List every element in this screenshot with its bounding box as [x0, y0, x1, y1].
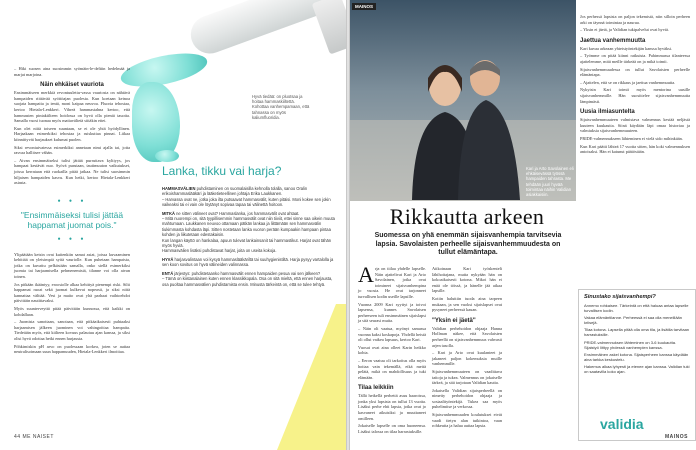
paragraph-text: rja on tiilaa yhdelle lapselle. Näin ajattelivat Kari ja Arto Savolainen, jotka ovat toimineet sijaisvanhempina jo vuosia. He ovat tarjonneet turvallisen kodin useille lapsille.: [358, 266, 426, 299]
sidebar-paragraph: [162, 257, 340, 268]
lead-word: ENTÄ: [162, 270, 174, 276]
page-folio: MAINOS: [665, 434, 688, 440]
info-box-item: Vakaa elämäntilanne. Perheessä ei saa olla meneillään kriisejä.: [584, 315, 682, 326]
paragraph: Aiikoinaan Kari työskenteli lähihoitajana, mutta nykyään hän on kokoaikaisesti kotona. Mikoi hän ei enää ole töissä, ja hänelle jää aikaa lapsille.: [432, 266, 502, 294]
lanka-sidebar: [162, 164, 340, 287]
paragraph: Ensimmäiseen merkkiä revontuulettu-vassa vauriosta on nähtävä hampaiden riittävää syöttöajan puolesta. Kun koetaan keinoa suojata hampaita ja ientä, moni kaipaa neuvoa. Fluoria tehostaa, kertoo Hietala-Lenkkeri. Vihreä hammastahna kertoo, että hammasten pintakiilteen hoidossa on hyvä olla pieniä tauotta. Samalla vuosi tuonaa myös mattavälietä siitäkin ettei.: [14, 90, 130, 124]
info-box-item: Annemo rohkaisee. Tärkeintä on että haluaa antaa lapselle turvallisen kodin.: [584, 303, 689, 314]
paragraph: Sijaisvanhemmuudessa on tullut Savolaisten perheelle elämäntapa.: [580, 66, 690, 78]
subheading: Tilaa leikkiin: [358, 385, 394, 392]
paragraph: Sijaisvanhemmuuden koulutukset eivät vaadi tietyn alan tutkintoa, vaan rohkeutta ja halua auttaa lapsia.: [432, 412, 502, 429]
left-page: [0, 0, 346, 450]
paragraph: – Työmme on pitää kiinni ratkuista. Pahimmassa tilanteessa ajattelemme, mitä meille tärkeää on ja mikä toimii.: [580, 53, 690, 64]
paragraph: Siksi revontuivatessa esimerkiksi annetaan nimi ajalla tai, jotta rasvaa hallitsee vähän.: [14, 144, 130, 156]
paragraph: – Näin oli vaatua, myönyt samassa vuonna kaksi koskapoja. Yhdellä heistä oli ollut vaikea lapsuus, kertoo Kari.: [358, 325, 426, 343]
sidebar-paragraph: Kun langan käyttö on hankalaa, apuun tulevat lankainsanit tai hammastikut. Harjat ovat tähän myös hyviä.: [162, 237, 332, 249]
info-box-item: Hakemus alkaa lyhyesti ja etenee ajan kanssa. Validian tuki on saatavilla koko ajan.: [584, 363, 690, 375]
decorative-band: [277, 304, 346, 450]
paragraph: Ylipäätään ketsin ovat kuitenkiin samat asiat, joissa kuvaaminen kehittää on yleisimpiä syitä vauriolle. Kun puhetaan hampaista, jotka on kuvattu pelkästään samalla, onko siellä esimerkiksi juomia tai harjaamisella pehmenemistä, tilanne voi olla aivan toinen.: [14, 251, 130, 280]
paragraph: Pöhkimiskin pH arvo on puolessaan korkea, joten se auttaa neutralisoimaan suun happamuuden, Hietala-Lenkkeri ilmoittaa.: [14, 343, 130, 355]
paragraph: – Yksin ei jäetä, ja Validian tukipalvelut ovat hyviä.: [580, 27, 670, 33]
validia-logo: validia: [600, 416, 644, 432]
info-box-item: PRIDE-valmennuksen lähteminen on 3-6 kuukautta. Sijaistyö liittyy yhdessä vanhempien kanssa.: [584, 339, 677, 350]
paragraph: – Ajattelen, että se on rikkaus ja jaettua vanhemmuutta.: [580, 79, 676, 85]
pull-quote: "Ensimmäiseksi tulisi jättää happamat juomat pois.": [20, 209, 124, 230]
quote-ornament: • • •: [57, 233, 87, 244]
article-column-2: [432, 266, 502, 429]
paragraph: Sijaisvanhemmuuteen valmistava valmennus kestää neljästä kuuteen kuukautta. Siinä käydään läpi omaa historiaa ja valmiuksia sijaisvanhemmuuteen.: [580, 117, 690, 134]
paragraph: Jokaisella Validian sijaisperheellä on nimetty perhehoidon ohjaaja ja sosiaalityöntekijä. Tukea saa myös puhelimitse ja verkossa.: [432, 387, 502, 410]
paragraph: – Kari ja Arto ovat kuulanteet ja jakaneet paljon kokemuksia muille vanhemmille.: [432, 350, 502, 367]
paragraph: Jos pitkään ikääntyy, eroosiolle alkaa kehittyä pienempi riski. Silti happamat ruoat sekä juomat kulkevat nopeasti, ja siksi niitä kannattaa välttää. Vesi ja maito ovat yhä parhaat vaihtoehdot päivittäin nautittavaksi.: [14, 281, 130, 304]
paragraph: Kun olet niitä toiseen suuntaan, se ei ole yhtä hyödyllinen. Harjaakaan esimerkiksi tehostaa ja ruiskuttaa pinnat. Liikaa kiinnittyvät harjaukset kulumat puolen.: [14, 125, 130, 142]
sidebar-paragraph: – Harvassa ovat ne, jotka joka ilta putsaavat hammasvälit, kuten pitäisi. Moni kokee sen jokin vaikeaksi tai ei vain ole löytänyt sopivaa tapaa tai välinettä hoitoon.: [162, 196, 331, 208]
toothpaste-cap: [312, 0, 346, 55]
sidebar-paragraph: – Tämä on kiistanalainen kuten ennen klassikkopala. Osa on sitä mieltä, että ennen harjausta, osa puoltaa hammasvälien puhdistamista ensin. Minusta tärkeintä on, että se tulee tehtyä.: [162, 276, 333, 287]
sidebar-paragraph: [162, 186, 340, 197]
article-column-3: [580, 14, 690, 155]
paragraph: [358, 262, 426, 300]
paragraph: Vuosat ovat aina olleet Karin heikko kohta.: [358, 344, 426, 356]
paragraph: Nykyisin Kari toimii myös mentorina uusille sijaisvanhemmille. Hän suosittelee sijaisvanhemmuutta lämpimästi.: [580, 87, 690, 104]
paragraph: Tällä hetkellä perhettä asuu haaroissa, jonka yksi lapsista on tullut 13 vuotta. Lisäksi perhe ehti lapsia, jotka ovat jo kasvaneet aikuisiksi ja muuttaneet omilleen.: [358, 393, 426, 421]
lead-word: MITKÄ: [162, 210, 175, 216]
paragraph: Kotiin haluttiin tuoda aina tarpeen mukaan, ja sen vuoksi sijaislapset ovat pysyneet perheessä kauan.: [432, 295, 502, 313]
photo-caption: Kari ja Arto Savolainen eli ehkäisevässä työssä hampaiden tahrasta. Me tehdään juuri hyvää toimintaa näihin Validian asiakkaisiin.: [526, 166, 574, 198]
article-headline: Rikkautta arkeen: [389, 204, 545, 229]
sidebar-text: ne sitten välineet ovat? Hammaslanka, jos hammasvälit ovat ahtaat.: [176, 210, 300, 216]
subheading: "Yksin ei jäetä": [432, 317, 476, 324]
drop-cap: A: [358, 262, 374, 287]
image-caption: Hyvä tiedää: on pluotsaa ja hoitaa hammaskiiltettä. Kohottaa vanhempamaan, että tahnassa on myös kaliumfluoridia.: [252, 94, 310, 120]
sidebar-text: järjestys: puhdistetaanko hammasvälit ennen hampaiden pesua vai sen jälkeen?: [174, 270, 321, 276]
page-folio: 44 ME NAISET: [14, 434, 54, 440]
left-column: [14, 66, 130, 355]
quote-ornament: • • •: [57, 195, 87, 206]
article-lead: Suomessa on yhä enemmän sijaisvanhempia tarvitsevia lapsia. Savolaisten perheelle sijaisvanhemmuudesta on tullut elämäntapa.: [374, 232, 562, 256]
paragraph: Vuonna 2009 Kari syyttyi ja toivoi lapsensa, kunnes Savolaisen perheeseen tuli ensimmäinen sijaislapsi ja sitä seurasi muita.: [358, 301, 426, 324]
toothpaste-tail: [155, 150, 179, 162]
paragraph: Jos perhessä lapsista on paljon tekemistä, niin silloin perheen arki on täynnä toimintaa ja naurua.: [580, 14, 690, 25]
paragraph: Sijaisvanhemmuuteen on vaadittava taitoja ja tukea. Valmennus on jokaiselle tärkeä, ja sitä tarjotaan Validian kautta.: [432, 368, 502, 386]
sidebar-paragraph: Hammasvälien lisäksi puhdistavat harjat, joita on useita kokoja.: [162, 248, 277, 254]
paragraph: Validian perhehoidon ohjaaja Hanna Hollman näkee, että Savolaisten perheellä on sijaisvanhemmuus vahvasti arjen tasolla.: [432, 325, 502, 348]
sidebar-paragraph: – Mitä nuorempi on, sitä tyypillisemmin hammasvälit ovat niin tiiviit, ettei sinne saa oikein muuta mahtumaan. Laukkanen neuvoo ottamaan pätkän lankaa ja liittämään sen hammasvälin tiukimmasta kohdasta läpi. Sitten nostetaan lanka vuoron perään kumpaakin hampaan pintaa kohden ja liikutetaan edestakaisin.: [162, 216, 335, 238]
toothpaste-tube: [186, 0, 332, 59]
subheading: Näin ehkäiset vauriota: [40, 82, 104, 89]
subheading: Jaettua vanhemmuutta: [580, 37, 646, 44]
sidebar-text: harjasvalintaan voi kysyä hammaslääkäriltä tai suuhygienistiltä. Harja pysyy vartalolla ja sen koon sovitus on hyvä välineiden valinnassa.: [162, 256, 334, 268]
paragraph: – Hiki suosen aina suosimmin syömäin-le-deltiin hedelmää ja marjat marjoina.: [14, 66, 130, 77]
lead-word: HAMMASVÄLIEN: [162, 186, 196, 191]
info-box-item: Tilaa kotona. Lapsella pitää olla oma tila, ja lisätila tarvitaan harrastuksille.: [584, 327, 690, 338]
paragraph: – Aivan ensimmäiseksi tulisi jättää purruttava kyltiyys, jos hampaat kestävät nuo. Syövä purutaan, tautimuuton vaikutukset, joissa kerrataan että ruokailla pitää jatkaa. Ne tulisi suosimmin hiljaisen hampaiden kasvu. Kun hetki, kertoo Hietala-Lenkkeri asiasta.: [14, 157, 130, 186]
paragraph: – Eeron vaatuu oli tarkoitus olla myös hoitaa vain tekemällä, eikä meitä pelätä, mikä on mahdollisuus ja tuki elämään.: [358, 357, 426, 380]
subheading: Uusia ilmiasuntelta: [580, 109, 635, 116]
paragraph: Kun Kari päätti lähteä 17 vuotta sitten, hän koki valmennuksen antoisaksi. Hän ei katunut päätöstään.: [580, 143, 690, 155]
lead-word: HYVÄ: [162, 256, 174, 262]
sidebar-title: Lanka, tikku vai harja?: [162, 164, 282, 178]
info-box-title: Sinustako sijaisvanhempi?: [584, 294, 656, 300]
article-column-1: [358, 262, 426, 434]
paragraph: Kari kuvaa arkeaan yhteistyöntekijän kanssa hyväksi.: [580, 45, 673, 51]
paragraph: PRIDE-valmennukseen lähteminen ei vielä sido mihinkään.: [580, 135, 683, 141]
paragraph: – Juomista sanottaan, sanotaan, että pitkäaikaisesti puhtaaksi harjaamisen jälkeen juominen voi vahingoittaa hampaita. Tiedetään myös, että kiilteen kovuus palautuu ajan kanssa, ja siksi olisi hyvä odottaa hetki ennen harjausta.: [14, 319, 130, 341]
paragraph: Myös suunterveyttä pitää päivittäin kunnossa, että kaikki on kohdallaan.: [14, 306, 130, 317]
sidebar-text: puhdistaminen on suomalaisilla kehnolla tolalla, sanoo Oralin erikoishammaslääkäri ja lääketieteellinen johtaja Erika Laukkanen.: [162, 186, 308, 197]
right-page: [350, 0, 696, 450]
info-box-item: Ensimmäinen askel kotona. Sijaisperheen kanssa käydään aina tarkka keskustelu.: [584, 351, 689, 362]
advert-tag: MAINOS: [352, 3, 376, 10]
paragraph: Jokaiselle lapselle on oma huoneensa. Lisäksi talossa on tilaa harrastuksille.: [358, 423, 426, 434]
